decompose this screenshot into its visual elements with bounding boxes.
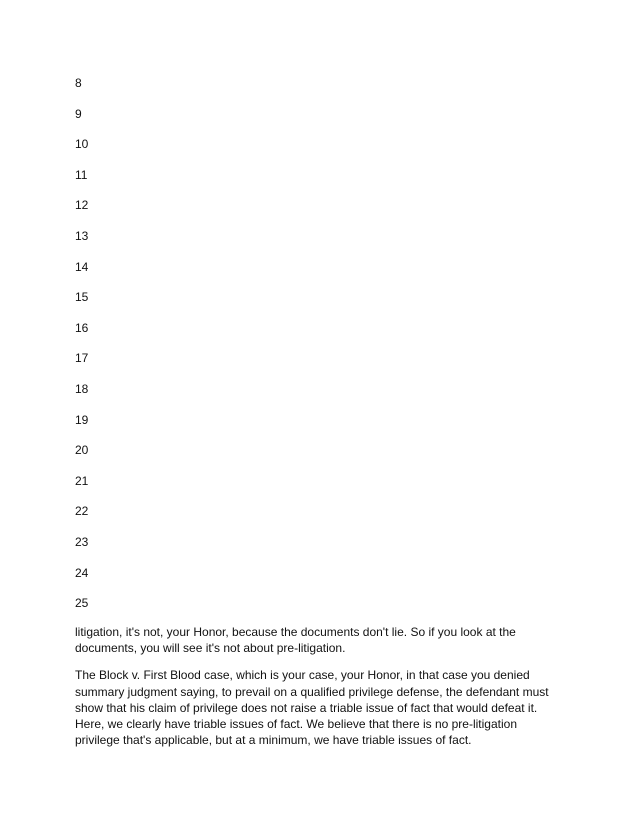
- line-number: 24: [75, 565, 89, 580]
- transcript-paragraph: The Block v. First Blood case, which is your case, your Honor, in that case you denied summary judgment saying, to prevail on a qualified privilege defense, the defendant must show that his claim of privilege does not raise a triable issue of fact that would defeat it. Here, we clearly have triable issues of fact. We believe that there is no pre-litigation privilege that's applicable, but at a minimum, we have triable issues of fact.: [75, 668, 549, 748]
- line-number: 10: [75, 137, 89, 152]
- line-number: 16: [75, 320, 89, 335]
- line-number: 8: [75, 76, 82, 90]
- line-number: 15: [75, 290, 89, 305]
- transcript-text: [75, 624, 565, 759]
- line-number: 11: [75, 167, 88, 182]
- transcript-paragraph: litigation, it's not, your Honor, because the documents don't lie. So if you look at the documents, you will see it's not about pre-litigation.: [75, 625, 516, 656]
- line-number: 19: [75, 412, 89, 427]
- line-number: 23: [75, 534, 89, 549]
- line-number: 9: [75, 106, 82, 121]
- line-number: 17: [75, 351, 89, 366]
- line-number: 20: [75, 443, 89, 458]
- line-number: 12: [75, 198, 89, 213]
- line-number: 25: [75, 596, 89, 611]
- line-number: 14: [75, 259, 89, 274]
- line-number: 13: [75, 228, 89, 243]
- line-number-column: [75, 74, 88, 625]
- line-number: 22: [75, 504, 89, 519]
- line-number: 18: [75, 381, 89, 396]
- line-number: 21: [75, 473, 89, 488]
